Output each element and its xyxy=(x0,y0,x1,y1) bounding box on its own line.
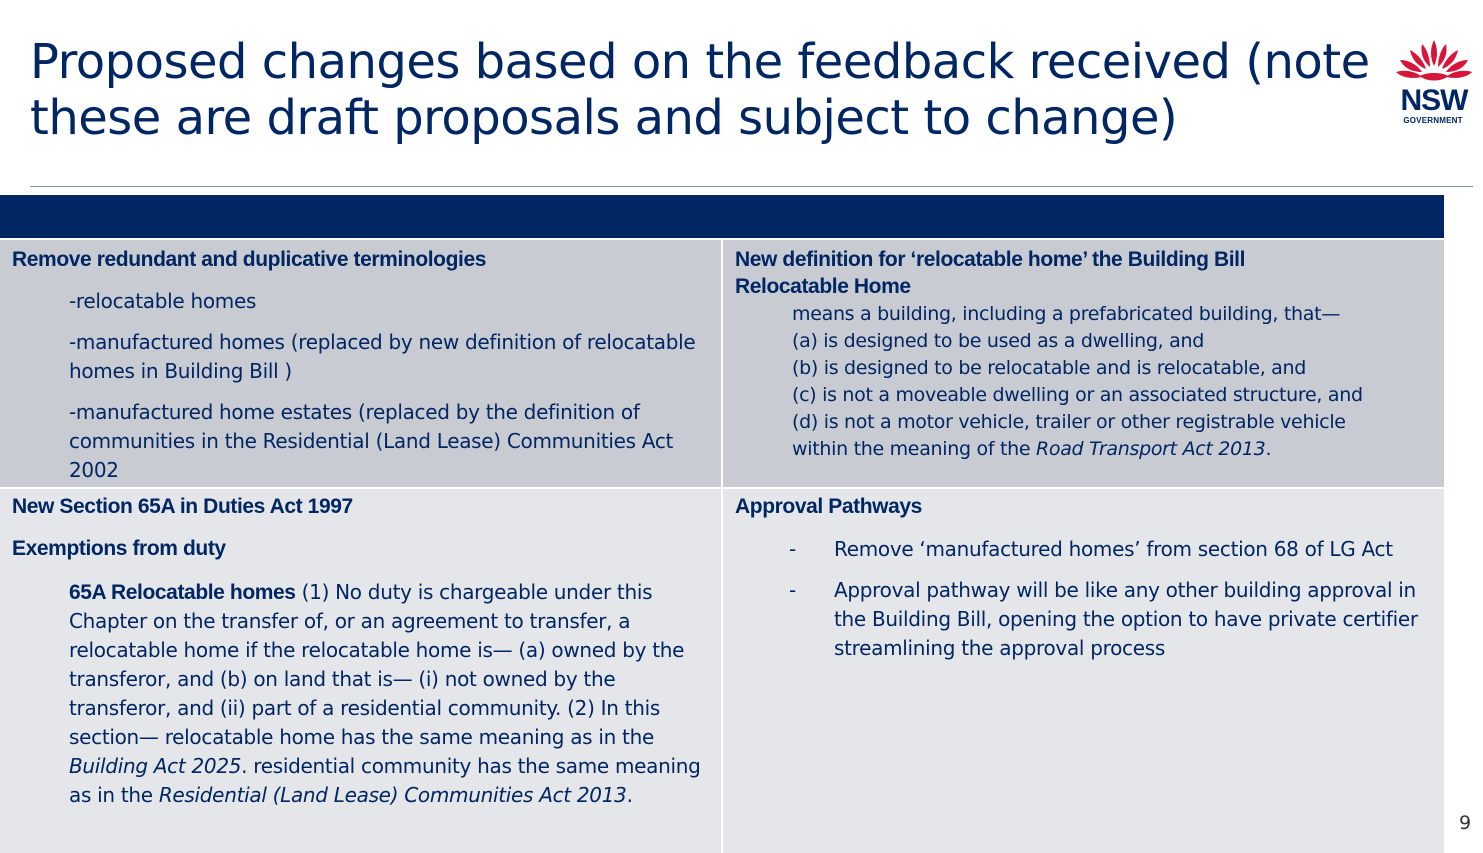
terminology-cell xyxy=(0,240,721,487)
terminology-list xyxy=(69,287,714,487)
building-act-ref: Building Act 2025 xyxy=(69,754,242,778)
communities-act-ref: Residential (Land Lease) Communities Act 2013 xyxy=(158,783,627,807)
list-item: -manufactured home estates (replaced by the definition of communities in the Residential (Land Lease) Communities Act 2002 xyxy=(69,400,674,482)
bullet-text: Remove ‘manufactured homes’ from section 68 of LG Act xyxy=(834,537,1393,561)
waratah-flower-icon xyxy=(1392,36,1476,86)
list-item: -manufactured homes (replaced by new definition of relocatable homes in Building Bill ) xyxy=(69,330,696,383)
definition-line: (b) is designed to be relocatable and is relocatable, and xyxy=(792,357,1307,379)
approval-list xyxy=(789,535,1439,675)
proposals-table xyxy=(0,195,1444,853)
definition-last-suffix: . xyxy=(1265,438,1272,460)
duties-subheading: Exemptions from duty xyxy=(12,537,226,560)
definition-line: means a building, including a prefabricated building, that— xyxy=(792,303,1340,325)
section-65a-part-2: . residential community has the same meaning as in the xyxy=(69,754,701,807)
definition-title: New definition for ‘relocatable home’ the Building Bill xyxy=(735,248,1246,271)
definition-line: (c) is not a moveable dwelling or an associated structure, and xyxy=(792,384,1363,406)
definition-line: (d) is not a motor vehicle, trailer or other registrable vehicle xyxy=(792,411,1346,433)
bullet-text: Approval pathway will be like any other building approval in the Building Bill, opening the option to have private certifier streamlining the approval process xyxy=(834,578,1418,660)
definition-last-prefix: within the meaning of the xyxy=(792,438,1036,460)
logo-subtext: GOVERNMENT xyxy=(1403,116,1463,125)
section-65a-lead: 65A Relocatable homes xyxy=(69,581,296,604)
list-item xyxy=(789,535,1439,564)
section-65a-text xyxy=(69,578,709,810)
approval-heading: Approval Pathways xyxy=(735,495,922,518)
definition-term: Relocatable Home xyxy=(735,275,911,298)
definition-cell xyxy=(723,240,1444,487)
list-item: -relocatable homes xyxy=(69,289,257,313)
duties-heading: New Section 65A in Duties Act 1997 xyxy=(12,495,353,518)
approval-cell xyxy=(723,489,1444,853)
definition-line xyxy=(792,436,1442,463)
section-65a-part-1: (1) No duty is chargeable under this Chapter on the transfer of, or an agreement to transfer, a relocatable home if the relocatable home is— (a) owned by the transferor, and (b) on land that is— (i) not owned by the transferor, and (ii) part of a residential community. (2) In this section— relocatable home has the same meaning as in the xyxy=(69,580,685,749)
definition-line: (a) is designed to be used as a dwelling, and xyxy=(792,330,1204,352)
title-divider xyxy=(30,186,1473,187)
bullet-marker: - xyxy=(789,578,796,602)
bullet-marker: - xyxy=(789,537,796,561)
road-transport-act-ref: Road Transport Act 2013 xyxy=(1035,438,1266,460)
duties-cell xyxy=(0,489,721,853)
terminology-heading: Remove redundant and duplicative terminologies xyxy=(12,248,487,271)
logo-wordmark: NSW xyxy=(1400,84,1468,117)
page-title: Proposed changes based on the feedback received (note these are draft proposals and subject to change) xyxy=(30,34,1370,146)
section-65a-part-3: . xyxy=(626,783,633,807)
page-number: 9 xyxy=(1459,812,1472,834)
table-header-band xyxy=(0,195,1444,238)
definition-heading xyxy=(735,246,1415,300)
nsw-government-logo xyxy=(1392,36,1476,128)
list-item xyxy=(789,576,1439,663)
definition-text xyxy=(792,301,1442,463)
